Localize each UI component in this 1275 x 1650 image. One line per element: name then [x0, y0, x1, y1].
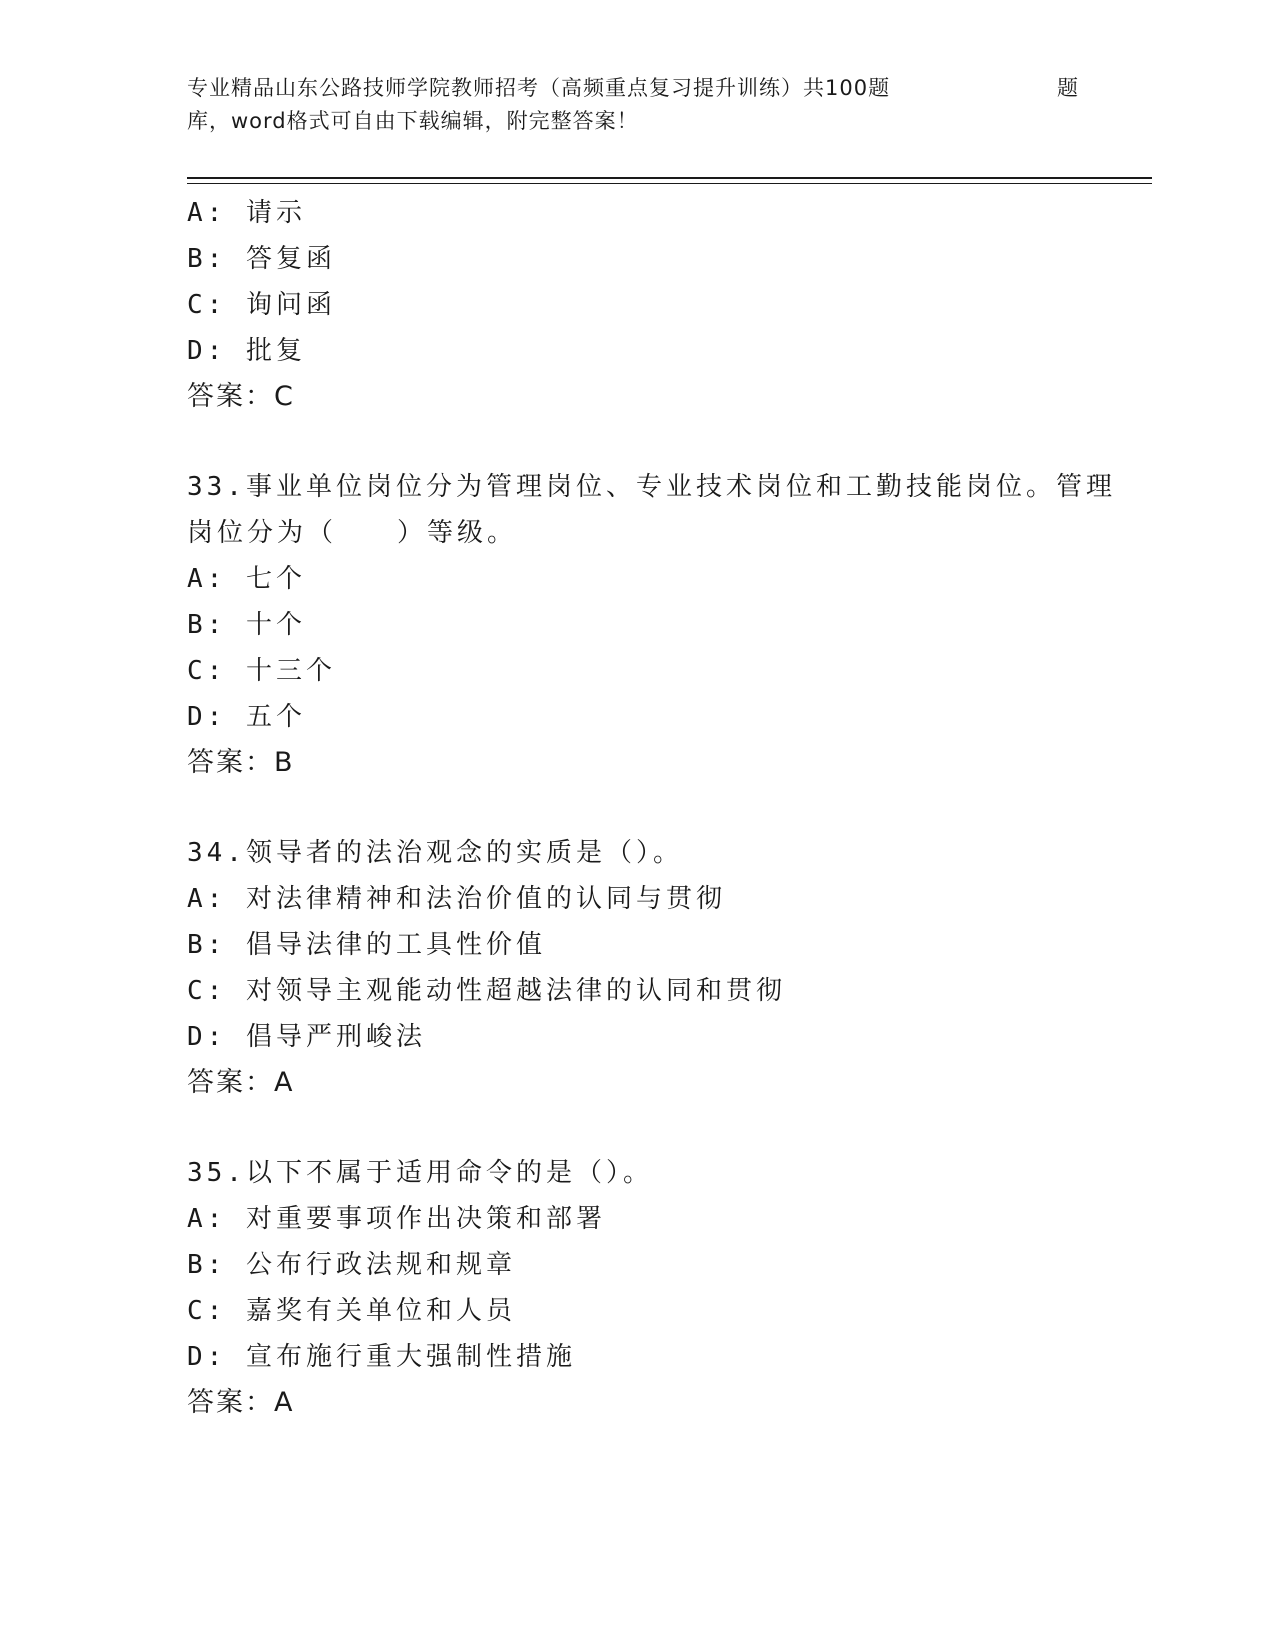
option-a: A: 请示	[187, 198, 306, 228]
option-b: B: 十个	[187, 610, 306, 640]
question-stem-continued: 岗位分为（ ）等级。	[187, 518, 518, 548]
question-stem: 35.以下不属于适用命令的是（）。	[187, 1158, 653, 1188]
answer: 答案：C	[187, 381, 295, 412]
option-c: C: 对领导主观能动性超越法律的认同和贯彻	[187, 976, 786, 1006]
option-b: B: 公布行政法规和规章	[187, 1250, 516, 1280]
answer: 答案：A	[187, 1387, 295, 1418]
option-a: A: 七个	[187, 564, 306, 594]
header-line-2: 库，word格式可自由下载编辑，附完整答案！	[187, 109, 639, 133]
option-b: B: 倡导法律的工具性价值	[187, 930, 546, 960]
spacer	[187, 1106, 1087, 1150]
header-title: 专业精品山东公路技师学院教师招考（高频重点复习提升训练）共100题	[187, 76, 891, 100]
option-a: A: 对重要事项作出决策和部署	[187, 1204, 606, 1234]
question-35	[187, 1150, 1087, 1426]
header-divider-thin	[187, 183, 1152, 184]
spacer	[187, 420, 1087, 464]
question-34	[187, 830, 1087, 1106]
answer: 答案：A	[187, 1067, 295, 1098]
header-line-1	[187, 72, 1087, 105]
question-content	[187, 190, 1116, 1426]
option-a: A: 对法律精神和法治价值的认同与贯彻	[187, 884, 726, 914]
option-c: C: 嘉奖有关单位和人员	[187, 1296, 516, 1326]
question-stem: 34.领导者的法治观念的实质是（）。	[187, 838, 683, 868]
page-header	[187, 72, 1087, 138]
option-d: D: 宣布施行重大强制性措施	[187, 1342, 576, 1372]
option-b: B: 答复函	[187, 244, 336, 274]
option-d: D: 批复	[187, 336, 306, 366]
question-32-tail	[187, 190, 1087, 420]
option-c: C: 十三个	[187, 656, 336, 686]
option-d: D: 五个	[187, 702, 306, 732]
option-c: C: 询问函	[187, 290, 336, 320]
question-stem: 33.事业单位岗位分为管理岗位、专业技术岗位和工勤技能岗位。管理	[187, 472, 1116, 502]
header-title-suffix: 题	[1057, 76, 1079, 100]
header-divider-thick	[187, 177, 1152, 179]
answer: 答案：B	[187, 747, 295, 778]
spacer	[187, 786, 1087, 830]
question-33	[187, 464, 1116, 786]
option-d: D: 倡导严刑峻法	[187, 1022, 426, 1052]
